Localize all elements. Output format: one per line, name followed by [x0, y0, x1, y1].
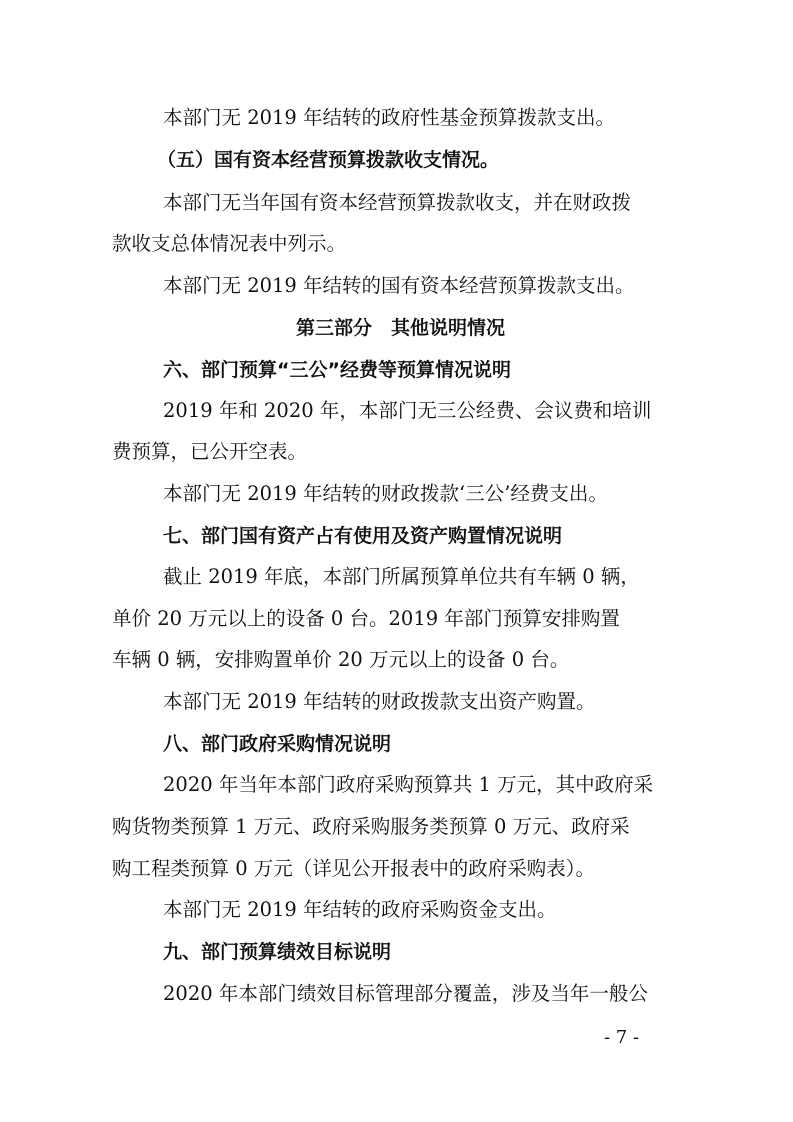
page-number: - 7 - — [604, 1027, 640, 1048]
paragraph-line: 本部门无 2019 年结转的财政拨款‘三公’经费支出。 — [163, 482, 608, 505]
paragraph-line: 本部门无 2019 年结转的政府采购资金支出。 — [163, 898, 557, 921]
paragraph-line: 2020 年当年本部门政府采购预算共 1 万元，其中政府采 — [163, 773, 654, 796]
section-heading: （五）国有资本经营预算拨款收支情况。 — [157, 149, 500, 171]
paragraph-line: 单价 20 万元以上的设备 0 台。2019 年部门预算安排购置 — [112, 607, 620, 630]
section-heading: 七、部门国有资产占有使用及资产购置情况说明 — [163, 525, 563, 547]
paragraph-line: 本部门无 2019 年结转的财政拨款支出资产购置。 — [163, 690, 596, 713]
paragraph-line: 本部门无当年国有资本经营预算拨款收支，并在财政拨 — [163, 191, 632, 214]
paragraph-line: 车辆 0 辆，安排购置单价 20 万元以上的设备 0 台。 — [112, 648, 570, 671]
paragraph-line: 购工程类预算 0 万元（详见公开报表中的政府采购表）。 — [112, 857, 596, 880]
paragraph-line: 购货物类预算 1 万元、政府采购服务类预算 0 万元、政府采 — [112, 815, 630, 838]
part-heading: 第三部分 其他说明情况 — [296, 317, 506, 339]
section-heading: 六、部门预算“三公”经费等预算情况说明 — [163, 359, 511, 381]
paragraph-line: 费预算，已公开空表。 — [112, 440, 308, 463]
paragraph-line: 款收支总体情况表中列示。 — [112, 232, 347, 255]
paragraph-line: 2019 年和 2020 年，本部门无三公经费、会议费和培训 — [163, 399, 652, 422]
paragraph-line: 2020 年本部门绩效目标管理部分覆盖，涉及当年一般公 — [163, 982, 648, 1005]
section-heading: 九、部门预算绩效目标说明 — [163, 941, 392, 963]
paragraph-line: 本部门无 2019 年结转的国有资本经营预算拨款支出。 — [163, 274, 635, 297]
paragraph-line: 截止 2019 年底，本部门所属预算单位共有车辆 0 辆， — [163, 565, 640, 588]
paragraph-line: 本部门无 2019 年结转的政府性基金预算拨款支出。 — [163, 106, 616, 129]
section-heading: 八、部门政府采购情况说明 — [163, 733, 392, 755]
